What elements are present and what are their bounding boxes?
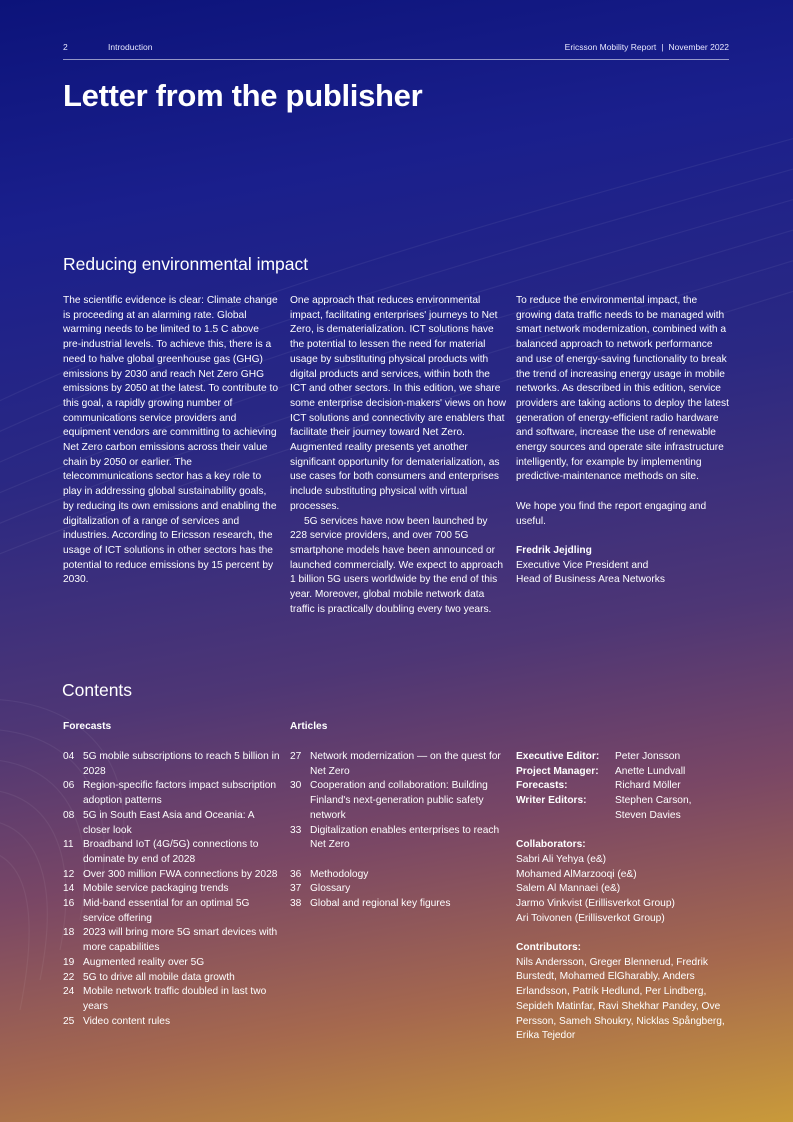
toc-item[interactable] [63, 838, 283, 867]
toc-page: 33 [290, 824, 302, 836]
toc-title: Over 300 million FWA connections by 2028 [83, 868, 278, 880]
toc-title: Glossary [310, 883, 351, 895]
letter-paragraph: One approach that reduces environmental impact, facilitating enterprises' journeys to Net Zero, is dematerialization. ICT solutions have the potential to lessen the need for material usage by substituting physical products with digital products and services, within both the ICT and other sectors. In this edition, we share some enterprise decision-makers' views on how ICT solutions and connectivity are enablers that facilitate their journey toward Net Zero. Augmented reality presents yet another significant opportunity for dematerialization, as use cases for both consumers and enterprises include substituting physical with virtual processes. [290, 295, 506, 512]
toc-item[interactable] [290, 882, 510, 897]
collaborator: Mohamed AlMarzooqi (e&) [516, 868, 637, 880]
toc-item[interactable] [63, 971, 283, 986]
toc-item[interactable] [63, 809, 283, 838]
toc-item[interactable] [63, 985, 283, 1014]
toc-title: Digitalization enables enterprises to reach Net Zero [310, 824, 500, 851]
credit-name: Anette Lundvall [615, 765, 686, 777]
toc-page: 12 [63, 868, 75, 880]
letter-paragraph: To reduce the environmental impact, the growing data traffic needs to be managed with smart network modernization, combined with a balanced approach to network performance and use of energy-saving functionality to break the trend of increasing energy usage in mobile networks. As described in this edition, service providers are taking actions to deploy the latest generation of energy-efficient radio hardware and software, increase the use of renewable energy sources and operate site infrastructure intelligently, for example by implementing predictive-maintenance methods on site. [516, 295, 729, 483]
collaborators-block [516, 838, 736, 926]
credit-row [516, 765, 736, 780]
toc-page: 38 [290, 898, 302, 910]
toc-page: 18 [63, 927, 75, 939]
contents-heading: Contents [62, 680, 133, 700]
toc-page: 37 [290, 883, 302, 895]
page-header [63, 42, 729, 56]
toc-title: Methodology [310, 868, 369, 880]
toc-page: 14 [63, 883, 75, 895]
header-separator: | [661, 42, 664, 52]
toc-page: 06 [63, 780, 75, 792]
letter-paragraph: The scientific evidence is clear: Climate change is proceeding at an alarming rate. Global warming needs to be limited to 1.5 C above pre-industrial levels. To achieve this, there is a need to halve global greenhouse gas (GHG) emissions by 2030 and reach Net Zero GHG emissions by 2050 at the latest. To contribute to this goal, a rapidly growing number of communications service providers and equipment vendors are committing to achieving Net Zero carbon emissions across their value chain by 2050 or earlier. The telecommunications sector has a key role to play in addressing global sustainability goals, by reducing its own emissions and enabling the digitalization of a range of services and industries. According to Ericsson research, the usage of ICT solutions in other sectors has the potential to reduce emissions by 15 percent by 2030. [63, 295, 279, 586]
toc-item[interactable] [63, 868, 283, 883]
credit-row [516, 779, 736, 794]
contributors-block [516, 941, 736, 1044]
credit-row [516, 794, 736, 809]
toc-item[interactable] [63, 926, 283, 955]
toc-page: 08 [63, 809, 75, 821]
signature-title: Executive Vice President and [516, 559, 649, 571]
section-name: Introduction [108, 42, 153, 52]
credit-role: Project Manager: [516, 765, 599, 777]
collaborator: Ari Toivonen (Erillisverkot Group) [516, 912, 665, 924]
toc-title: Broadband IoT (4G/5G) connections to dominate by end of 2028 [83, 839, 259, 865]
toc-page: 16 [63, 898, 75, 910]
toc-title: 2023 will bring more 5G smart devices with more capabilities [83, 927, 278, 954]
letter-paragraph: 5G services have now been launched by 228 service providers, and over 700 5G smartphone models have been announced or launched commercially. We expect to approach 1 billion 5G users worldwide by the end of this year. Moreover, global mobile network data traffic is practically doubling every two years. [290, 515, 504, 615]
articles-list [290, 750, 510, 912]
toc-page: 36 [290, 868, 302, 880]
toc-item[interactable] [63, 897, 283, 926]
letter-paragraph: We hope you find the report engaging and useful. [516, 500, 707, 527]
letter-column-2 [290, 294, 506, 617]
toc-title: Mobile service packaging trends [83, 883, 229, 895]
section-subtitle: Reducing environmental impact [63, 254, 309, 274]
letter-column-3 [516, 294, 732, 588]
credit-name: Peter Jonsson [615, 751, 681, 762]
toc-page: 30 [290, 780, 302, 792]
collaborator: Sabri Ali Yehya (e&) [516, 853, 607, 865]
toc-page: 04 [63, 751, 75, 762]
collaborator: Salem Al Mannaei (e&) [516, 883, 621, 895]
toc-item[interactable] [290, 897, 510, 912]
credit-row [516, 809, 736, 824]
articles-heading: Articles [290, 721, 328, 732]
toc-title: Cooperation and collaboration: Building Finland's next-generation public safety network [310, 780, 488, 821]
forecasts-heading: Forecasts [63, 721, 112, 732]
header-divider [63, 59, 729, 60]
toc-item[interactable] [63, 779, 283, 808]
toc-title: Mid-band essential for an optimal 5G service offering [83, 898, 250, 924]
credit-name: Stephen Carson, [615, 795, 692, 807]
credits-block [516, 750, 736, 1044]
toc-title: Video content rules [83, 1015, 171, 1027]
toc-item[interactable] [290, 824, 510, 853]
collaborator: Jarmo Vinkvist (Erillisverkot Group) [516, 897, 675, 909]
toc-title: Global and regional key figures [310, 898, 451, 910]
credit-name: Steven Davies [615, 809, 681, 821]
credit-row [516, 750, 736, 765]
toc-item[interactable] [63, 882, 283, 897]
toc-item[interactable] [63, 956, 283, 971]
report-name: Ericsson Mobility Report [564, 42, 657, 52]
contributors-heading: Contributors: [516, 942, 582, 954]
report-date: November 2022 [668, 42, 729, 52]
toc-page: 22 [63, 971, 75, 983]
credit-role: Writer Editors: [516, 795, 587, 807]
signature-name: Fredrik Jejdling [516, 544, 592, 556]
collaborators-heading: Collaborators: [516, 839, 586, 851]
toc-page: 24 [63, 986, 75, 998]
credit-role: Executive Editor: [516, 751, 600, 762]
contributors-list: Nils Andersson, Greger Blennerud, Fredrik Burstedt, Mohamed ElGharably, Anders Erlandsson, Patrik Hedlund, Per Lindberg, Sepideh Matinfar, Ravi Shekhar Pandey, Ove Persson, Sameh Shoukry, Nicklas Spångberg, Erika Tejedor [516, 956, 725, 1042]
toc-item[interactable] [63, 1015, 283, 1030]
toc-title: Augmented reality over 5G [83, 956, 205, 968]
toc-page: 19 [63, 956, 75, 968]
toc-title: Region-specific factors impact subscription adoption patterns [83, 780, 277, 807]
credit-role: Forecasts: [516, 780, 568, 792]
toc-title: Mobile network traffic doubled in last two years [83, 986, 267, 1012]
toc-title: 5G in South East Asia and Oceania: A closer look [83, 809, 255, 836]
forecasts-list [63, 750, 283, 1029]
toc-item[interactable] [290, 868, 510, 883]
toc-title: 5G to drive all mobile data growth [83, 971, 235, 983]
toc-page: 27 [290, 751, 302, 762]
list-spacer [290, 853, 510, 868]
credit-name: Richard Möller [615, 780, 681, 792]
toc-title: 5G mobile subscriptions to reach 5 billion in 2028 [83, 751, 280, 777]
toc-item[interactable] [63, 750, 283, 779]
toc-page: 25 [63, 1015, 75, 1027]
toc-title: Network modernization — on the quest for Net Zero [310, 751, 501, 777]
toc-item[interactable] [290, 750, 510, 779]
toc-page: 11 [63, 839, 74, 851]
toc-item[interactable] [290, 779, 510, 823]
letter-column-1 [63, 294, 279, 588]
report-title [565, 42, 729, 52]
page-number: 2 [63, 42, 68, 52]
page-title: Letter from the publisher [63, 78, 423, 113]
signature-title: Head of Business Area Networks [516, 574, 665, 586]
